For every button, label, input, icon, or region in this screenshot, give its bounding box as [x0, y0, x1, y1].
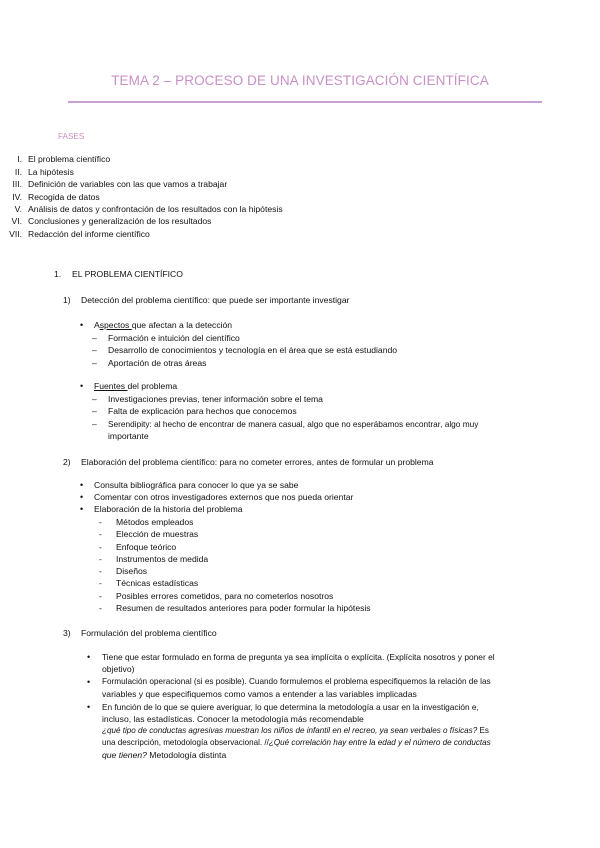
phase-number: III. — [12, 179, 22, 189]
dash-marker: – — [92, 358, 97, 368]
subsection-number: 1) — [63, 295, 71, 305]
list-item: Investigaciones previas, tener información sobre el tema — [108, 394, 323, 404]
subsection-title: Elaboración del problema científico: para no cometer errores, antes de formular un problema — [81, 457, 434, 467]
bullet-marker: • — [87, 677, 91, 687]
dash-marker: - — [99, 578, 102, 588]
dash-marker: - — [99, 603, 102, 613]
list-item: Técnicas estadísticas — [116, 578, 199, 588]
bullet-marker: • — [80, 504, 84, 514]
dash-marker: – — [92, 394, 97, 404]
phase-text: Análisis de datos y confrontación de los resultados con la hipótesis — [28, 204, 283, 214]
phase-text: Redacción del informe científico — [28, 229, 150, 239]
list-item: Posibles errores cometidos, para no cometerlos nosotros — [116, 591, 334, 601]
dash-marker: - — [99, 554, 102, 564]
dash-marker: - — [99, 591, 102, 601]
list-item: Consulta bibliográfica para conocer lo que ya se sabe — [94, 480, 299, 490]
section-title: EL PROBLEMA CIENTÍFICO — [72, 269, 183, 279]
phase-item — [0, 153, 400, 165]
bullet-marker: • — [87, 652, 91, 662]
dash-marker: - — [99, 566, 102, 576]
phase-item — [0, 191, 400, 203]
section-number: 1. — [54, 269, 62, 279]
example-line: una descripción, metodología observacional. //¿Qué correlación hay entre la edad y el número de conductas — [102, 738, 491, 747]
phase-number: VII. — [9, 229, 22, 239]
subsection-title: Formulación del problema científico — [81, 628, 217, 638]
list-item: Resumen de resultados anteriores para poder formular la hipótesis — [116, 603, 371, 613]
bullet-marker: • — [80, 480, 84, 490]
fuentes-heading: Fuentes del problema — [94, 381, 178, 391]
phase-text: El problema científico — [28, 154, 111, 164]
page-title: TEMA 2 – PROCESO DE UNA INVESTIGACIÓN CIENTÍFICA — [111, 73, 489, 88]
list-item: Elección de muestras — [116, 529, 199, 539]
phase-number: V. — [14, 204, 22, 214]
phase-item — [0, 215, 400, 227]
bullet-marker: • — [80, 320, 84, 330]
list-item: Aportación de otras áreas — [108, 358, 207, 368]
list-item: Formulación operacional (si es posible). Cuando formulemos el problema especifiquemos la relación de las — [102, 677, 491, 686]
title-divider — [68, 101, 542, 103]
dash-marker: – — [92, 419, 97, 429]
phase-item — [0, 228, 400, 240]
aspectos-heading: Aspectos que afectan a la detección — [94, 320, 233, 330]
bullet-marker: • — [80, 381, 84, 391]
phase-text: La hipótesis — [28, 167, 74, 177]
list-item-continuation: objetivo) — [102, 664, 135, 674]
list-item-continuation: variables y que especifiquemos como vamos a entender a las variables implicadas — [102, 689, 417, 699]
dash-marker: – — [92, 333, 97, 343]
phase-number: IV. — [12, 192, 22, 202]
example-line: que tienen? Metodología distinta — [102, 750, 227, 760]
phase-number: I. — [17, 154, 22, 164]
list-item: Comentar con otros investigadores externos que nos pueda orientar — [94, 492, 354, 502]
list-item: Diseños — [116, 566, 148, 576]
list-item: Desarrollo de conocimientos y tecnología en el área que se está estudiando — [108, 345, 398, 355]
list-item: Formación e intuición del científico — [108, 333, 240, 343]
dash-marker: - — [99, 517, 102, 527]
dash-marker: – — [92, 406, 97, 416]
list-item-continuation: importante — [108, 431, 149, 441]
dash-marker: - — [99, 542, 102, 552]
dash-marker: - — [99, 529, 102, 539]
fases-label: FASES — [58, 132, 85, 141]
phase-item — [0, 203, 400, 215]
list-item: Serendipity: al hecho de encontrar de manera casual, algo que no esperábamos encontrar, algo muy — [108, 419, 479, 429]
subsection-number: 2) — [63, 457, 71, 467]
subsection-title: Detección del problema científico: que puede ser importante investigar — [81, 295, 350, 305]
subsection-number: 3) — [63, 628, 71, 638]
bullet-marker: • — [87, 702, 91, 712]
phase-number: VI. — [11, 216, 22, 226]
list-item: Instrumentos de medida — [116, 554, 209, 564]
phase-number: II. — [14, 167, 22, 177]
bullet-marker: • — [80, 492, 84, 502]
list-item: Métodos empleados — [116, 517, 194, 527]
phase-item — [0, 166, 400, 178]
list-item: Elaboración de la historia del problema — [94, 504, 243, 514]
example-line: ¿qué tipo de conductas agresivas muestran los niños de infantil en el recreo, ya sean verbales o físicas? Es — [102, 726, 489, 735]
list-item: En función de lo que se quiere averiguar, lo que determina la metodología a usar en la investigación e, — [102, 702, 479, 712]
phase-text: Definición de variables con las que vamos a trabajar — [28, 179, 228, 189]
list-item-continuation: incluso, las estadísticas. Conocer la metodología más recomendable — [102, 714, 364, 724]
phase-text: Recogida de datos — [28, 192, 100, 202]
phase-text: Conclusiones y generalización de los resultados — [28, 216, 212, 226]
phase-item — [0, 178, 400, 190]
list-item: Falta de explicación para hechos que conocemos — [108, 406, 297, 416]
list-item: Enfoque teórico — [116, 542, 177, 552]
list-item: Tiene que estar formulado en forma de pregunta ya sea implícita o explícita. (Explícita nosotros y poner el — [102, 652, 495, 662]
dash-marker: – — [92, 345, 97, 355]
